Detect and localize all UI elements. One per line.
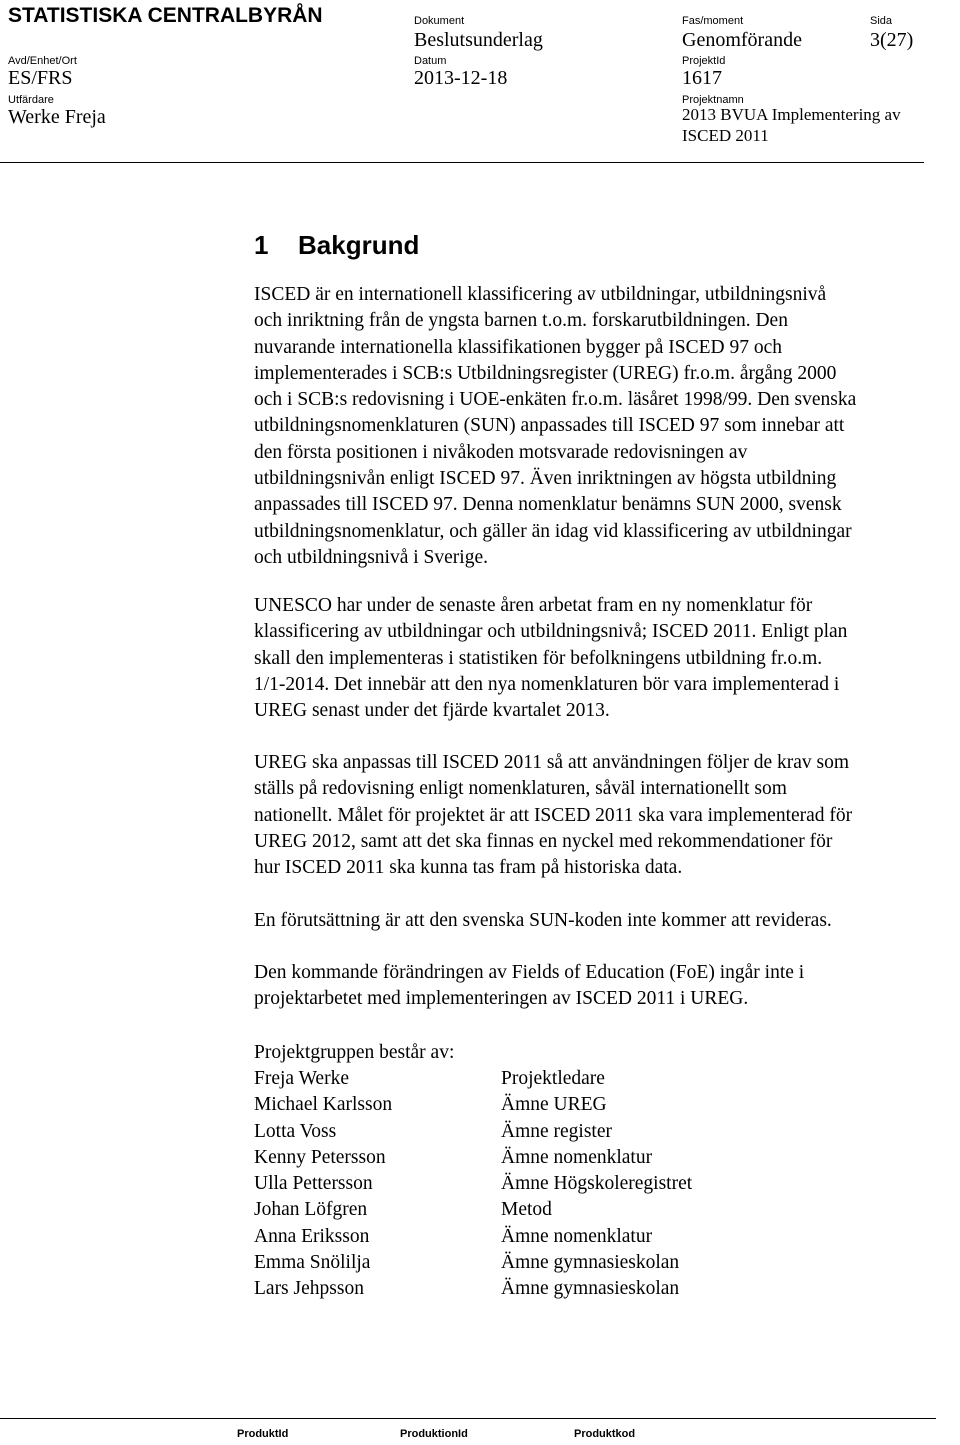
member-name: Kenny Petersson xyxy=(254,1146,386,1168)
text-line: Den kommande förändringen av Fields of Education (FoE) ingår inte i xyxy=(254,962,805,983)
member-name: Lotta Voss xyxy=(254,1120,337,1142)
avd-value: ES/FRS xyxy=(8,67,73,89)
text-line: och i SCB:s redovisning i UOE-enkäten fr.o.m. läsåret 1998/99. Den svenska xyxy=(254,389,857,411)
member-role: Projektledare xyxy=(501,1068,605,1089)
organization-name: STATISTISKA CENTRALBYRÅN xyxy=(8,4,323,27)
list-item xyxy=(254,1197,692,1223)
projektid-value: 1617 xyxy=(682,67,722,89)
datum-value: 2013-12-18 xyxy=(414,67,508,89)
footer-produktid: ProduktId xyxy=(237,1428,289,1440)
member-role: Ämne gymnasieskolan xyxy=(501,1278,680,1300)
projektnamn-line2: ISCED 2011 xyxy=(682,126,769,145)
text-line: nationellt. Målet för projektet är att ISCED 2011 ska vara implementerad för xyxy=(254,804,853,826)
text-line: UREG senast under det fjärde kvartalet 2013. xyxy=(254,700,610,722)
text-line: anpassades till ISCED 97. Denna nomenklatur benämns SUN 2000, svensk xyxy=(254,494,842,516)
list-item xyxy=(254,1224,692,1250)
member-role: Ämne nomenklatur xyxy=(501,1225,653,1247)
dokument-label: Dokument xyxy=(414,15,465,27)
text-line: nuvarande internationella klassifikationen bygger på ISCED 97 och xyxy=(254,336,782,358)
text-line: UNESCO har under de senaste åren arbetat fram en ny nomenklatur för xyxy=(254,595,813,616)
list-item xyxy=(254,1145,692,1171)
text-line: UREG ska anpassas till ISCED 2011 så att användningen följer de krav som xyxy=(254,752,849,773)
project-group-list xyxy=(254,1066,692,1303)
member-name: Michael Karlsson xyxy=(254,1094,393,1116)
member-name: Ulla Pettersson xyxy=(254,1173,373,1195)
text-line: klassificering av utbildningar och utbildningsnivå; ISCED 2011. Enligt plan xyxy=(254,621,848,643)
member-name: Anna Eriksson xyxy=(254,1225,370,1247)
member-role: Ämne Högskoleregistret xyxy=(501,1173,693,1195)
footer-produktkod: Produktkod xyxy=(574,1428,636,1440)
member-role: Ämne UREG xyxy=(501,1094,607,1116)
member-name: Emma Snölilja xyxy=(254,1252,371,1274)
text-line: En förutsättning är att den svenska SUN-koden inte kommer att revideras. xyxy=(254,910,832,931)
dokument-value: Beslutsunderlag xyxy=(414,29,543,51)
list-item xyxy=(254,1092,692,1118)
projektnamn-line1: 2013 BVUA Implementering av xyxy=(682,105,901,124)
text-line: utbildningsnivån enligt ISCED 97. Även inriktningen av högsta utbildning xyxy=(254,468,837,490)
header-rule xyxy=(0,162,924,163)
text-line: och utbildningsnivå i Sverige. xyxy=(254,546,488,568)
paragraph-5 xyxy=(254,960,954,1013)
text-line: utbildningsnomenklatur, och gäller än idag vid klassificering av utbildningar xyxy=(254,520,852,542)
member-role: Ämne nomenklatur xyxy=(501,1146,653,1168)
sida-label: Sida xyxy=(870,15,893,27)
text-line: och inriktning från de yngsta barnen t.o.m. forskarutbildningen. Den xyxy=(254,310,788,332)
utfardare-label: Utfärdare xyxy=(8,94,54,106)
text-line: ställs på redovisning enligt nomenklaturen, såväl internationellt som xyxy=(254,778,787,800)
fas-value: Genomförande xyxy=(682,29,802,51)
member-role: Ämne register xyxy=(501,1120,613,1142)
utfardare-value: Werke Freja xyxy=(8,106,106,128)
footer-rule xyxy=(0,1418,936,1419)
text-line: ISCED är en internationell klassificering av utbildningar, utbildningsnivå xyxy=(254,284,827,305)
member-role: Metod xyxy=(501,1199,552,1221)
footer-produktionid: ProduktionId xyxy=(400,1428,468,1440)
list-item xyxy=(254,1119,692,1145)
list-item xyxy=(254,1250,692,1276)
section-heading xyxy=(254,230,419,261)
member-name: Johan Löfgren xyxy=(254,1199,368,1221)
group-intro xyxy=(254,1040,954,1066)
member-role: Ämne gymnasieskolan xyxy=(501,1252,680,1274)
projektnamn-label: Projektnamn xyxy=(682,94,744,106)
text-line: utbildningsnomenklaturen (SUN) anpassades till ISCED 97 som innebar att xyxy=(254,415,845,437)
paragraph-3 xyxy=(254,750,954,881)
text-line: UREG 2012, samt att det ska finnas en nyckel med rekommendationer för xyxy=(254,830,833,852)
text-line: implementerades i SCB:s Utbildningsregister (UREG) fr.o.m. årgång 2000 xyxy=(254,362,837,384)
text-line: 1/1-2014. Det innebär att den nya nomenklaturen bör vara implementerad i xyxy=(254,673,840,695)
member-name: Lars Jehpsson xyxy=(254,1278,364,1300)
paragraph-1 xyxy=(254,282,954,571)
paragraph-2 xyxy=(254,593,954,724)
sida-value: 3(27) xyxy=(870,29,914,51)
text-line: hur ISCED 2011 ska kunna tas fram på historiska data. xyxy=(254,857,683,879)
paragraph-4 xyxy=(254,908,954,934)
section-number: 1 xyxy=(254,230,269,260)
text-line: projektarbetet med implementeringen av ISCED 2011 i UREG. xyxy=(254,988,749,1010)
text-line: den första positionen i nivåkoden motsvarade redovisningen av xyxy=(254,441,748,463)
section-title: Bakgrund xyxy=(298,230,420,260)
projektid-label: ProjektId xyxy=(682,55,726,67)
list-item xyxy=(254,1171,692,1197)
datum-label: Datum xyxy=(414,55,447,67)
member-name: Freja Werke xyxy=(254,1068,349,1089)
avd-label: Avd/Enhet/Ort xyxy=(8,55,77,67)
text-line: Projektgruppen består av: xyxy=(254,1042,455,1063)
list-item xyxy=(254,1066,692,1092)
fas-label: Fas/moment xyxy=(682,15,744,27)
list-item xyxy=(254,1276,692,1302)
text-line: skall den implementeras i statistiken för befolkningens utbildning fr.o.m. xyxy=(254,647,823,669)
